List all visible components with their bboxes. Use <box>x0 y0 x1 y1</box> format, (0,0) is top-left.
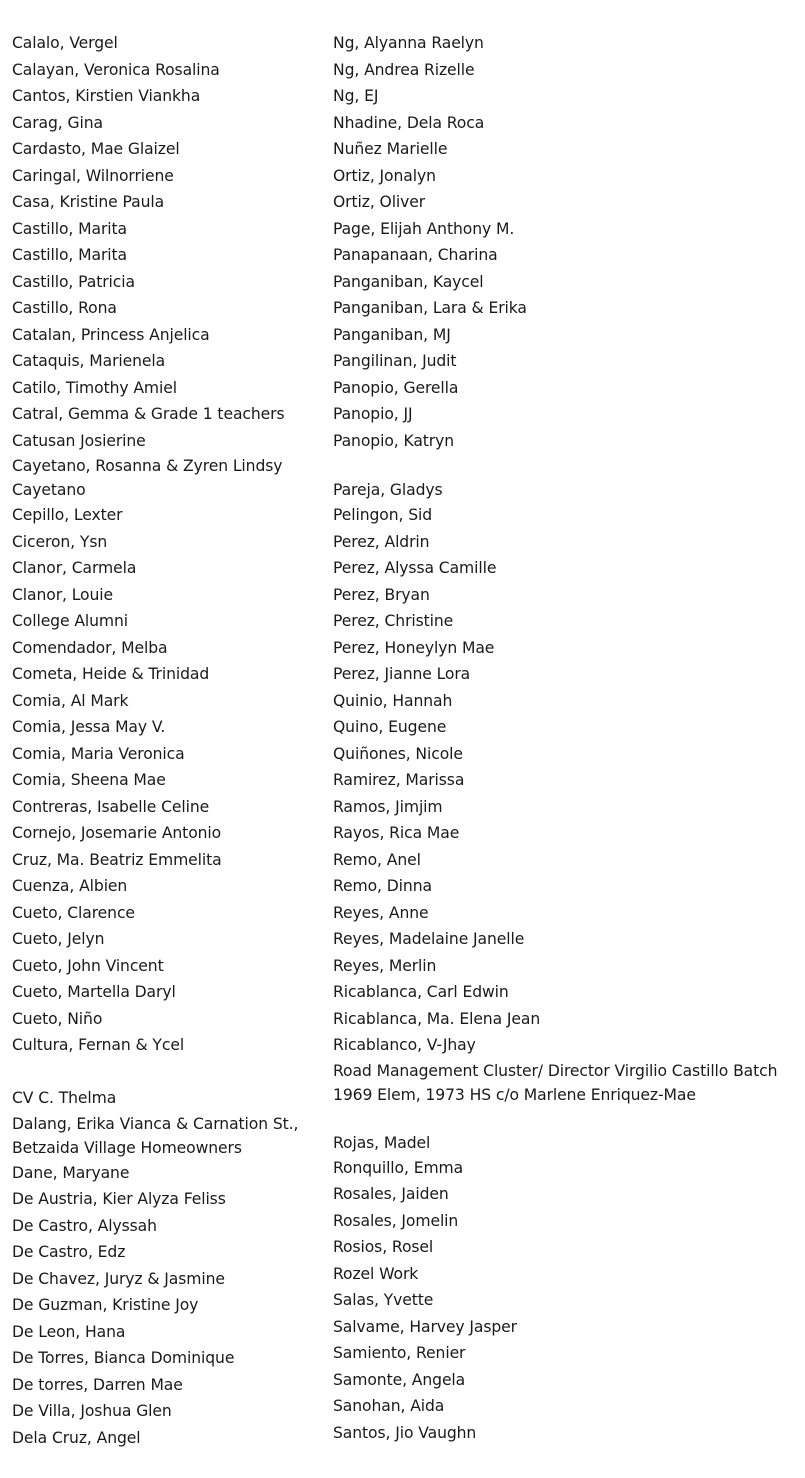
right-name-entry: Rosios, Rosel <box>333 1238 434 1256</box>
left-name-entry-line: Cayetano <box>12 481 86 499</box>
left-name-entry: De torres, Darren Mae <box>12 1375 183 1394</box>
left-name-entry: Cornejo, Josemarie Antonio <box>12 824 222 842</box>
right-name-entry: Perez, Alyssa Camille <box>333 559 497 577</box>
right-name-entry: Reyes, Madelaine Janelle <box>333 930 525 948</box>
right-name-entry: Panopio, Gerella <box>333 378 459 397</box>
right-name-entry: Rosales, Jaiden <box>333 1185 449 1203</box>
right-name-entry: Santos, Jio Vaughn <box>333 1423 477 1442</box>
right-name-entry: Ricablanco, V-Jhay <box>333 1036 476 1054</box>
left-name-entry: Catusan Josierine <box>12 431 146 450</box>
left-name-entry: Cueto, Jelyn <box>12 930 105 948</box>
left-name-entry: Comendador, Melba <box>12 638 168 657</box>
left-name-entry: De Leon, Hana <box>12 1322 126 1341</box>
left-name-entry: Castillo, Patricia <box>12 272 135 291</box>
left-name-entry: Carag, Gina <box>12 113 103 132</box>
right-name-entry: Panganiban, Lara & Erika <box>333 299 527 317</box>
right-name-entry: Panopio, JJ <box>333 405 413 423</box>
left-name-entry: De Guzman, Kristine Joy <box>12 1296 199 1314</box>
right-name-entry: Ricablanca, Carl Edwin <box>333 983 509 1001</box>
left-name-entry: Cepillo, Lexter <box>12 506 123 524</box>
right-name-entry: Salvame, Harvey Jasper <box>333 1317 517 1336</box>
left-name-blank-row <box>12 1059 330 1086</box>
left-name-entry: Casa, Kristine Paula <box>12 193 165 211</box>
left-name-entry: Catilo, Timothy Amiel <box>12 378 177 397</box>
left-name-entry: De Austria, Kier Alyza Feliss <box>12 1190 226 1208</box>
right-name-entry: Perez, Jianne Lora <box>333 665 471 683</box>
right-name-entry: Nhadine, Dela Roca <box>333 113 485 132</box>
right-name-entry: Ng, EJ <box>333 87 379 105</box>
right-name-entry: Ramirez, Marissa <box>333 771 465 789</box>
right-name-entry <box>333 1107 801 1155</box>
left-name-entry: De Villa, Joshua Glen <box>12 1402 172 1420</box>
left-name-entry <box>12 454 330 502</box>
left-name-entry <box>12 1112 330 1160</box>
right-name-entry: Reyes, Merlin <box>333 956 437 975</box>
right-name-entry: Ricablanca, Ma. Elena Jean <box>333 1009 541 1028</box>
right-name-entry: Panganiban, Kaycel <box>333 272 484 291</box>
left-name-entry-line: Dalang, Erika Vianca & Carnation St., <box>12 1114 299 1133</box>
left-name-entry: Comia, Al Mark <box>12 691 129 710</box>
right-name-entry: Perez, Christine <box>333 612 454 630</box>
left-name-entry: Castillo, Marita <box>12 246 127 264</box>
left-name-entry: Cueto, Clarence <box>12 903 135 922</box>
left-name-entry: College Alumni <box>12 612 129 630</box>
right-name-entry: Remo, Dinna <box>333 877 432 895</box>
left-name-entry: Dane, Maryane <box>12 1163 130 1182</box>
right-name-entry: Rosales, Jomelin <box>333 1211 459 1230</box>
left-name-entry: Cruz, Ma. Beatriz Emmelita <box>12 850 222 869</box>
left-name-entry: De Castro, Edz <box>12 1243 126 1261</box>
left-name-entry: Cataquis, Marienela <box>12 352 166 370</box>
right-name-entry: Quino, Eugene <box>333 718 447 736</box>
right-name-column <box>333 30 801 1446</box>
left-name-entry: Catral, Gemma & Grade 1 teachers <box>12 405 285 423</box>
left-name-entry: Cueto, Niño <box>12 1009 103 1028</box>
right-name-entry-line <box>333 1107 801 1131</box>
right-name-entry-line: Road Management Cluster/ Director Virgilio Castillo Batch <box>333 1061 778 1080</box>
left-name-entry-line: Cayetano, Rosanna & Zyren Lindsy <box>12 457 283 475</box>
left-name-entry: Castillo, Marita <box>12 219 127 238</box>
left-name-entry-line: Betzaida Village Homeowners <box>12 1138 242 1157</box>
right-name-entry <box>333 1059 801 1107</box>
left-name-entry: Comia, Jessa May V. <box>12 718 166 736</box>
left-name-entry: CV C. Thelma <box>12 1089 117 1107</box>
right-name-entry: Ramos, Jimjim <box>333 797 443 816</box>
right-name-entry: Ronquillo, Emma <box>333 1158 464 1177</box>
right-name-entry: Pangilinan, Judit <box>333 352 457 370</box>
right-name-entry: Samonte, Angela <box>333 1370 466 1389</box>
right-name-entry: Samiento, Renier <box>333 1344 466 1362</box>
right-name-entry: Panganiban, MJ <box>333 325 451 344</box>
right-name-entry-line: Rojas, Madel <box>333 1133 431 1152</box>
left-name-entry: Caringal, Wilnorriene <box>12 166 174 185</box>
right-name-entry: Perez, Honeylyn Mae <box>333 638 495 657</box>
right-name-entry: Reyes, Anne <box>333 903 429 922</box>
left-name-entry: Cueto, John Vincent <box>12 956 164 975</box>
left-name-entry: Cometa, Heide & Trinidad <box>12 665 210 683</box>
left-name-entry: Dela Cruz, Angel <box>12 1428 141 1447</box>
right-name-entry: Remo, Anel <box>333 850 421 869</box>
left-name-entry: Calalo, Vergel <box>12 34 118 52</box>
left-name-entry: Comia, Sheena Mae <box>12 771 166 789</box>
right-name-entry: Quinio, Hannah <box>333 691 453 710</box>
right-name-entry: Ng, Alyanna Raelyn <box>333 34 484 52</box>
right-name-entry: Rozel Work <box>333 1264 419 1283</box>
right-name-entry: Salas, Yvette <box>333 1291 434 1309</box>
right-name-entry: Perez, Bryan <box>333 585 430 604</box>
left-name-entry: Calayan, Veronica Rosalina <box>12 60 220 79</box>
right-name-entry-line: 1969 Elem, 1973 HS c/o Marlene Enriquez-Mae <box>333 1085 696 1104</box>
left-name-entry: Comia, Maria Veronica <box>12 744 185 763</box>
left-name-entry: Cuenza, Albien <box>12 877 128 895</box>
left-name-entry: Cardasto, Mae Glaizel <box>12 140 180 158</box>
right-name-entry <box>333 454 801 502</box>
right-name-entry: Ortiz, Oliver <box>333 193 426 211</box>
right-name-entry: Panopio, Katryn <box>333 431 455 450</box>
left-name-entry: Castillo, Rona <box>12 299 117 317</box>
right-name-entry: Nuñez Marielle <box>333 140 448 158</box>
right-name-entry: Pelingon, Sid <box>333 506 433 524</box>
left-name-column <box>12 30 330 1451</box>
left-name-entry: Cultura, Fernan & Ycel <box>12 1036 185 1054</box>
left-name-entry: De Chavez, Juryz & Jasmine <box>12 1269 225 1288</box>
right-name-entry: Ortiz, Jonalyn <box>333 166 436 185</box>
left-name-entry: Ciceron, Ysn <box>12 532 108 551</box>
right-name-entry-line: Pareja, Gladys <box>333 481 443 499</box>
left-name-entry: De Torres, Bianca Dominique <box>12 1349 235 1367</box>
right-name-entry: Rayos, Rica Mae <box>333 824 460 842</box>
right-name-entry: Perez, Aldrin <box>333 532 430 551</box>
left-name-entry: Clanor, Louie <box>12 585 113 604</box>
left-name-entry: Clanor, Carmela <box>12 559 137 577</box>
right-name-entry: Quiñones, Nicole <box>333 744 463 763</box>
left-name-entry: Cueto, Martella Daryl <box>12 983 176 1001</box>
left-name-entry: Cantos, Kirstien Viankha <box>12 87 201 105</box>
left-name-entry: De Castro, Alyssah <box>12 1216 157 1235</box>
left-name-entry: Contreras, Isabelle Celine <box>12 797 210 816</box>
right-name-entry: Page, Elijah Anthony M. <box>333 219 515 238</box>
right-name-entry: Sanohan, Aida <box>333 1397 445 1415</box>
left-name-entry: Catalan, Princess Anjelica <box>12 325 210 344</box>
right-name-entry: Panapanaan, Charina <box>333 246 498 264</box>
right-name-entry: Ng, Andrea Rizelle <box>333 60 475 79</box>
right-name-entry-line <box>333 454 801 478</box>
